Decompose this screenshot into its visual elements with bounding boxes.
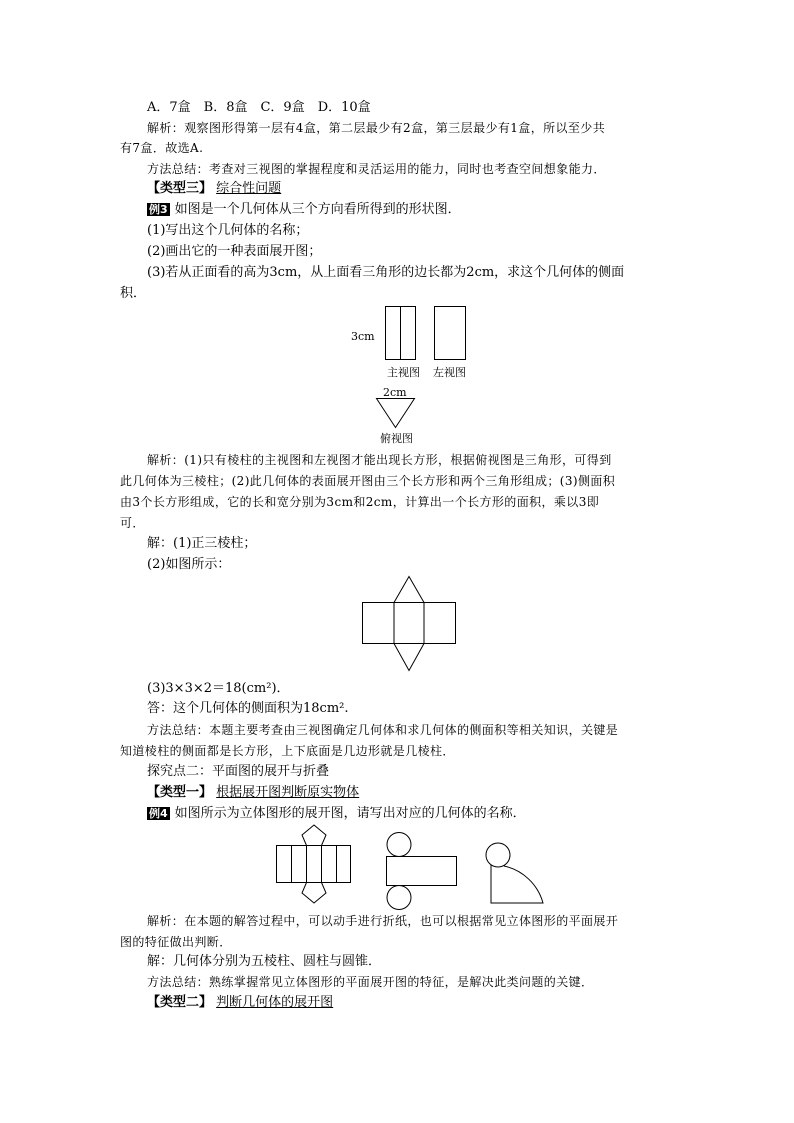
cone-net-figure <box>485 842 547 904</box>
pentagonal-prism-net-figure <box>276 824 356 908</box>
example4-question <box>147 805 526 823</box>
cylinder-net-figure <box>386 832 466 916</box>
ex4-method-summary: 方法总结：熟练掌握常见立体图形的平面展开图的特征，是解决此类问题的关键． <box>147 975 594 989</box>
example3-text: 如图是一个几何体从三个方向看所得到的形状图． <box>174 202 461 217</box>
example4-badge: 例4 <box>149 807 168 820</box>
ex3-q3-line1: (3)若从正面看的高为3cm，从上面看三角形的边长都为2cm，求这个几何体的侧面 <box>147 265 625 280</box>
type2-heading <box>147 994 333 1012</box>
type1-title: 根据展开图判断原实物体 <box>216 785 360 800</box>
left-view-label: 左视图 <box>433 366 466 379</box>
type3-title: 综合性问题 <box>216 181 282 196</box>
example4-text: 如图所示为立体图形的展开图，请写出对应的几何体的名称． <box>174 806 526 821</box>
ex3-analysis-line4: 可． <box>120 516 145 530</box>
ex3-solution-3: (3)3×3×2＝18(cm²)． <box>147 681 290 696</box>
example3-badge: 例3 <box>149 203 168 216</box>
ex2-method-summary: 方法总结：考查对三视图的掌握程度和灵活运用的能力，同时也考查空间想象能力． <box>147 162 606 176</box>
front-view-figure <box>385 306 435 361</box>
prism-net-figure <box>362 576 462 686</box>
ex3-summary-line2: 知道棱柱的侧面都是长方形，上下底面是几边形就是几棱柱． <box>120 744 455 758</box>
ex4-analysis-line1: 解析：在本题的解答过程中，可以动手进行折纸，也可以根据常见立体图形的平面展开 <box>147 914 619 928</box>
ex2-analysis-line2: 有7盒．故选A. <box>120 141 204 155</box>
ex3-analysis-line2: 此几何体为三棱柱；(2)此几何体的表面展开图由三个长方形和两个三角形组成；(3)侧面积 <box>120 474 616 488</box>
ex3-summary-line1: 方法总结：本题主要考查由三视图确定几何体和求几何体的侧面积等相关知识，关键是 <box>147 723 619 737</box>
height-label: 3cm <box>351 330 375 343</box>
ex3-q2: (2)画出它的一种表面展开图； <box>147 244 322 259</box>
top-view-figure <box>376 398 416 430</box>
top-view-label: 俯视图 <box>380 432 413 445</box>
exploration-point-2: 探究点二：平面图的展开与折叠 <box>147 764 330 779</box>
ex3-solution-1: 解：(1)正三棱柱； <box>147 536 257 551</box>
type1-label: 【类型一】 <box>147 785 213 800</box>
ex4-analysis-line2: 图的特征做出判断． <box>120 935 232 949</box>
example3-question <box>147 201 461 219</box>
left-view-figure <box>434 306 474 361</box>
ex3-analysis-line3: 由3个长方形组成，它的长和宽分别为3cm和2cm，计算出一个长方形的面积，乘以3即 <box>120 495 600 509</box>
type1-heading <box>147 784 359 802</box>
type3-heading <box>147 180 281 198</box>
ex2-analysis-line1: 解析：观察图形得第一层有4盒，第二层最少有2盒，第三层最少有1盒，所以至少共 <box>147 121 606 135</box>
side-length-label: 2cm <box>383 386 407 399</box>
ex3-answer: 答：这个几何体的侧面积为18cm². <box>147 701 349 716</box>
ex3-analysis-line1: 解析：(1)只有棱柱的主视图和左视图才能出现长方形，根据俯视图是三角形，可得到 <box>147 453 612 467</box>
type2-title: 判断几何体的展开图 <box>216 995 334 1010</box>
ex3-solution-2: (2)如图所示： <box>147 557 231 572</box>
ex4-solution: 解：几何体分别为五棱柱、圆柱与圆锥． <box>147 954 382 969</box>
ex3-q3-line2: 积． <box>120 286 147 301</box>
type2-label: 【类型二】 <box>147 995 213 1010</box>
answer-options: A．7盒 B．8盒 C．9盒 D．10盒 <box>147 100 371 115</box>
front-view-label: 主视图 <box>387 366 420 379</box>
ex3-q1: (1)写出这个几何体的名称； <box>147 223 309 238</box>
type3-label: 【类型三】 <box>147 181 213 196</box>
